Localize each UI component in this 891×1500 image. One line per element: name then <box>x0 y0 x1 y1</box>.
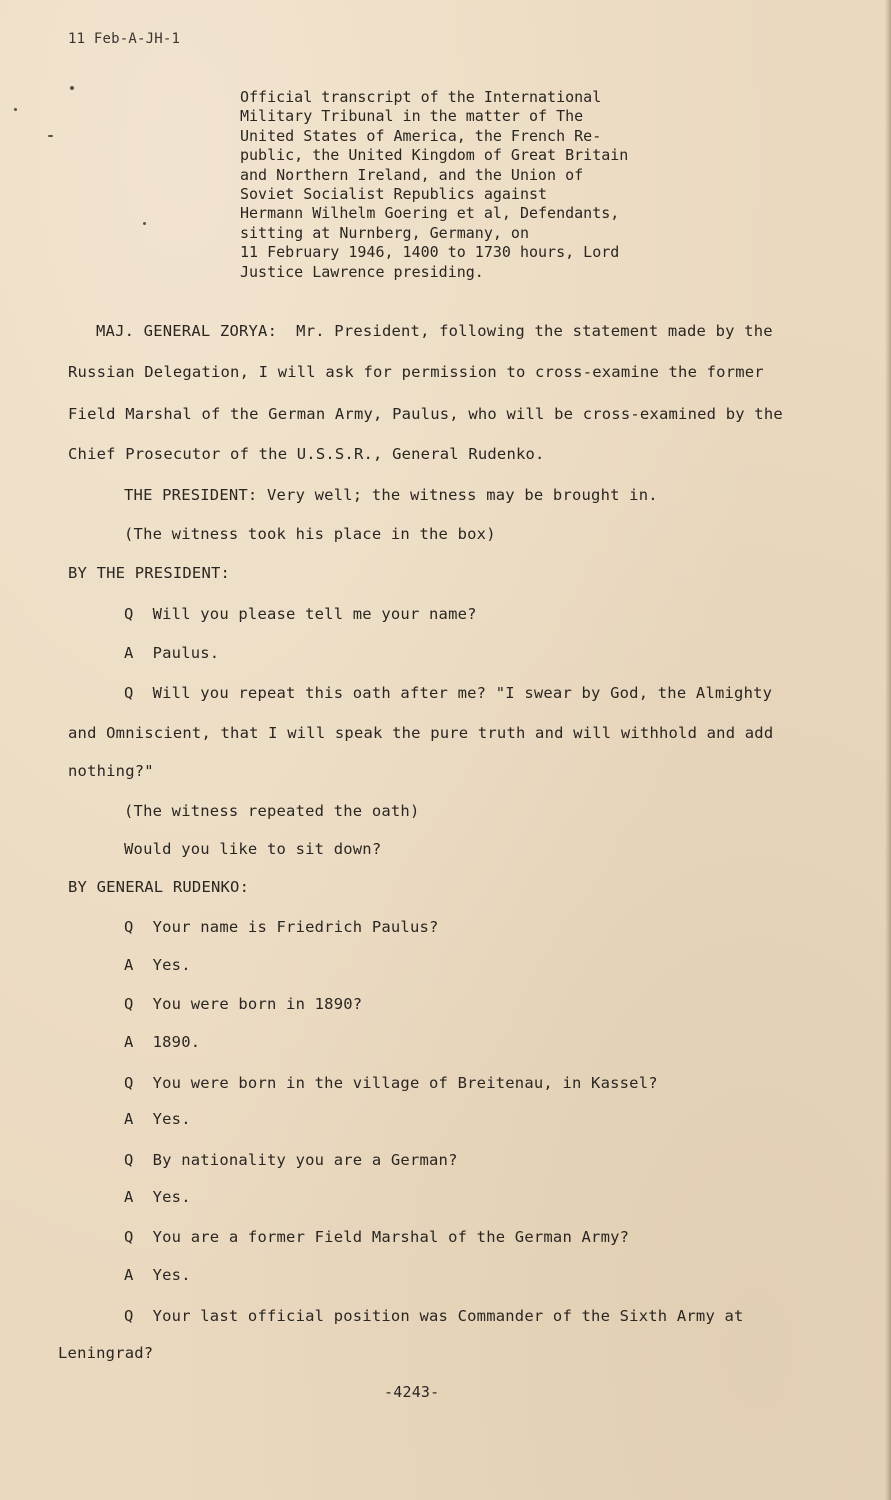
ink-speck <box>48 135 53 137</box>
transcript-line: THE PRESIDENT: Very well; the witness may be brought in. <box>124 486 658 504</box>
answer-line: A Yes. <box>124 1110 191 1128</box>
question-line: Q Your last official position was Commander of the Sixth Army at <box>124 1307 744 1325</box>
transcript-line: nothing?" <box>68 762 154 780</box>
answer-line: A Yes. <box>124 1266 191 1284</box>
transcript-caption-block <box>240 88 680 282</box>
caption-line: public, the United Kingdom of Great Britain <box>240 146 629 165</box>
question-line: Q You were born in 1890? <box>124 995 363 1013</box>
caption-line: sitting at Nurnberg, Germany, on <box>240 223 529 242</box>
transcript-line: and Omniscient, that I will speak the pure truth and will withhold and add <box>68 724 774 742</box>
transcript-line: Would you like to sit down? <box>124 840 382 858</box>
answer-line: A Yes. <box>124 956 191 974</box>
caption-line: Hermann Wilhelm Goering et al, Defendants, <box>240 204 620 223</box>
ink-speck <box>14 108 17 111</box>
ink-speck <box>70 86 74 90</box>
transcript-line: Leningrad? <box>58 1344 154 1362</box>
transcript-line: MAJ. GENERAL ZORYA: Mr. President, following the statement made by the <box>96 322 773 340</box>
caption-line: Military Tribunal in the matter of The <box>240 107 584 126</box>
caption-line: United States of America, the French Re- <box>240 126 602 145</box>
question-line: Q Will you please tell me your name? <box>124 605 477 623</box>
document-reference-code: 11 Feb-A-JH-1 <box>68 31 181 47</box>
page-number: -4243- <box>384 1383 440 1401</box>
caption-line: Justice Lawrence presiding. <box>240 262 484 281</box>
caption-line: 11 February 1946, 1400 to 1730 hours, Lord <box>240 243 620 262</box>
caption-line: and Northern Ireland, and the Union of <box>240 165 584 184</box>
question-line: Q Will you repeat this oath after me? "I swear by God, the Almighty <box>124 684 773 702</box>
transcript-line: Russian Delegation, I will ask for permission to cross-examine the former <box>68 363 764 381</box>
transcript-line: (The witness took his place in the box) <box>124 525 496 543</box>
answer-line: A Paulus. <box>124 644 220 662</box>
transcript-heading: BY THE PRESIDENT: <box>68 564 231 582</box>
transcript-line: Field Marshal of the German Army, Paulus, who will be cross-examined by the <box>68 405 783 423</box>
caption-line: Official transcript of the International <box>240 88 602 106</box>
caption-line: Soviet Socialist Republics against <box>240 185 548 204</box>
answer-line: A Yes. <box>124 1188 191 1206</box>
answer-line: A 1890. <box>124 1033 201 1051</box>
question-line: Q You were born in the village of Breitenau, in Kassel? <box>124 1074 658 1092</box>
page-edge-shadow <box>885 0 891 1500</box>
transcript-line: (The witness repeated the oath) <box>124 802 420 820</box>
question-line: Q By nationality you are a German? <box>124 1151 458 1169</box>
transcript-line: Chief Prosecutor of the U.S.S.R., General Rudenko. <box>68 445 545 463</box>
ink-speck <box>143 222 146 225</box>
question-line: Q You are a former Field Marshal of the German Army? <box>124 1228 630 1246</box>
transcript-heading: BY GENERAL RUDENKO: <box>68 878 250 896</box>
question-line: Q Your name is Friedrich Paulus? <box>124 918 439 936</box>
